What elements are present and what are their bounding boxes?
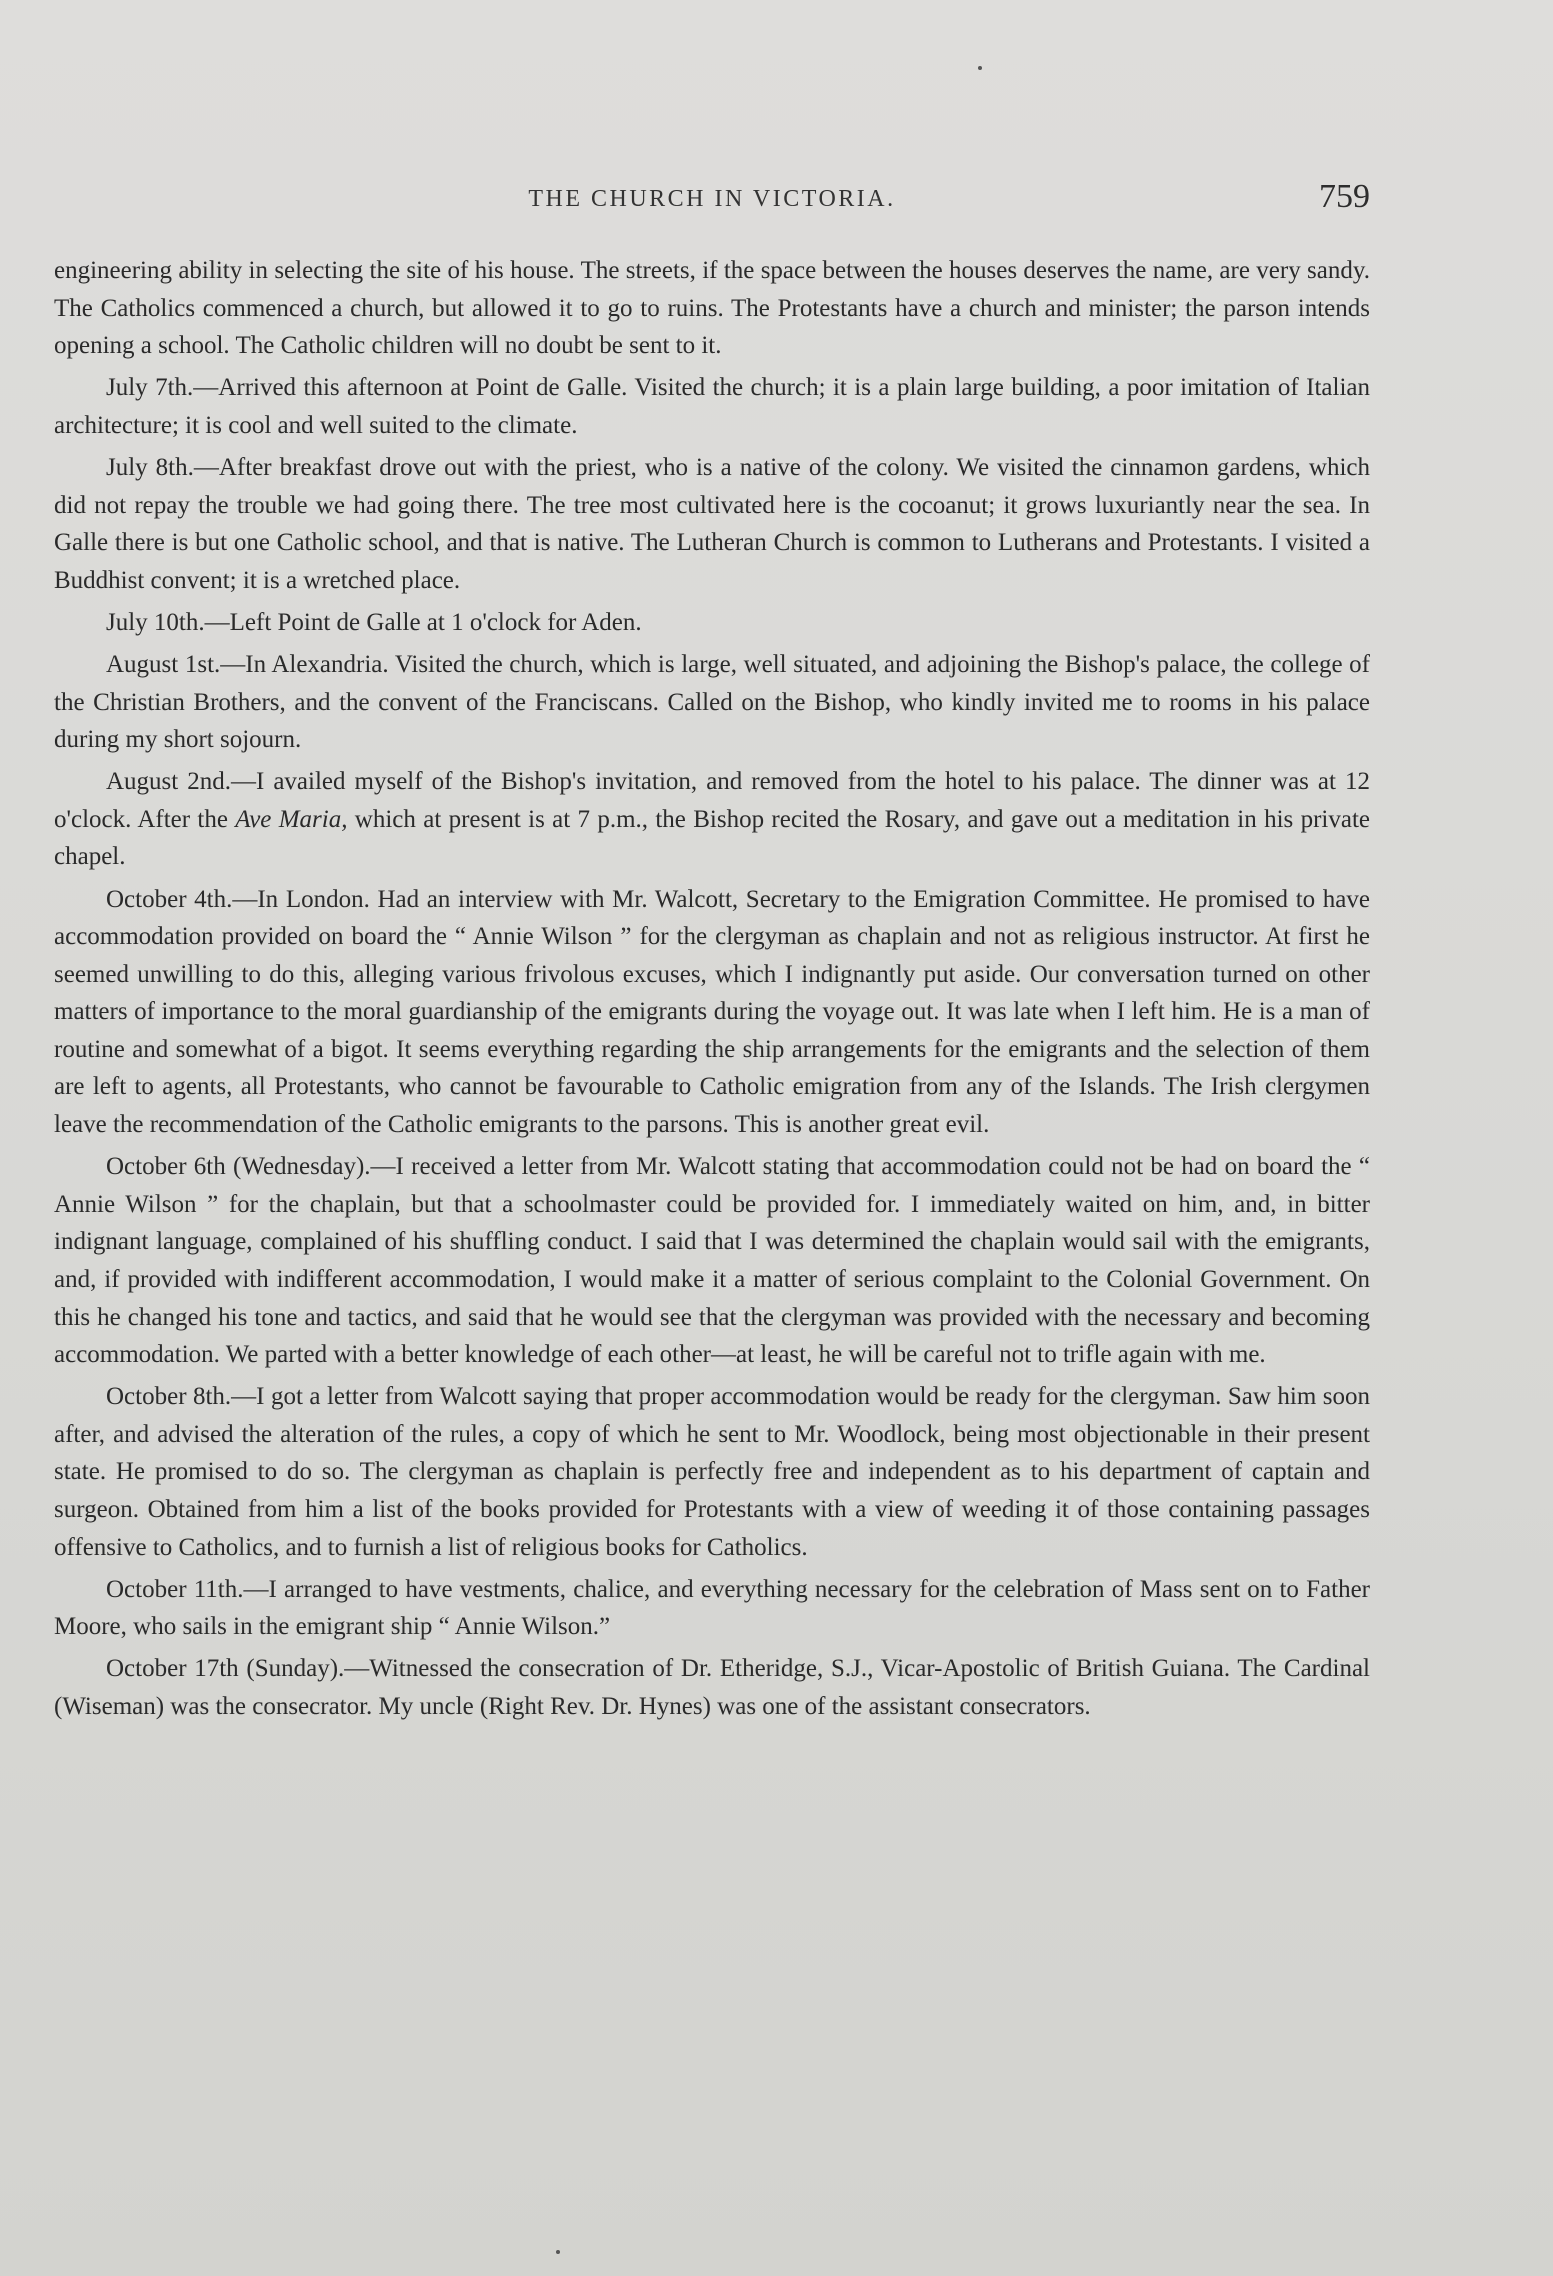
diary-entry-july-10: July 10th.—Left Point de Galle at 1 o'clock for Aden. xyxy=(106,608,642,636)
entry-text: which at present is at 7 p.m., the Bishop recited the Rosary, and gave out a meditation in his private chapel. xyxy=(54,805,1370,871)
running-title: THE CHURCH IN VICTORIA. xyxy=(528,186,896,212)
diary-entry-august-2 xyxy=(54,763,1370,876)
entry-italic-text: Ave Maria, xyxy=(235,805,348,833)
entry-text: August 2nd.—I availed myself of the Bishop's invitation, and removed from the hotel to his palace. The dinner was at 12 o'clock. After the xyxy=(54,768,1370,833)
diary-entry-october-6: October 6th (Wednesday).—I received a letter from Mr. Walcott stating that accommodation could not be had on board the “ Annie Wilson ” for the chaplain, but that a schoolmaster could be provided for. I immediately waited on him, and, in bitter indignant language, complained of his shuffling conduct. I said that I was determined the chaplain would sail with the emigrants, and, if provided with indifferent accommodation, I would make it a matter of serious complaint to the Colonial Government. On this he changed his tone and tactics, and said that he would see that the clergyman was provided with the necessary and becoming accommodation. We parted with a better knowledge of each other—at least, he will be careful not to trifle again with me. xyxy=(54,1153,1370,1369)
paragraph-continuation: engineering ability in selecting the site of his house. The streets, if the space between the houses deserves the name, are very sandy. The Catholics commenced a church, but allowed it to go to ruins. The Protestants have a church and minister; the parson intends opening a school. The Catholic children will no doubt be sent to it. xyxy=(54,257,1370,360)
paper-speck xyxy=(978,66,982,70)
running-head xyxy=(54,178,1370,226)
diary-entry-october-17: October 17th (Sunday).—Witnessed the consecration of Dr. Etheridge, S.J., Vicar-Apostolic of British Guiana. The Cardinal (Wiseman) was the consecrator. My uncle (Right Rev. Dr. Hynes) was one of the assistant consecrators. xyxy=(54,1655,1370,1720)
diary-entry-july-8: July 8th.—After breakfast drove out with the priest, who is a native of the colony. We visited the cinnamon gardens, which did not repay the trouble we had going there. The tree most cultivated here is the cocoanut; it grows luxuriantly near the sea. In Galle there is but one Catholic school, and that is native. The Lutheran Church is common to Lutherans and Protestants. I visited a Buddhist convent; it is a wretched place. xyxy=(54,453,1370,594)
diary-entry-october-11: October 11th.—I arranged to have vestments, chalice, and everything necessary for the celebration of Mass sent on to Father Moore, who sails in the emigrant ship “ Annie Wilson.” xyxy=(54,1575,1370,1641)
diary-entry-october-8: October 8th.—I got a letter from Walcott saying that proper accommodation would be ready for the clergyman. Saw him soon after, and advised the alteration of the rules, a copy of which he sent to Mr. Woodlock, being most objectionable in their present state. He promised to do so. The clergyman as chaplain is perfectly free and independent as to his department of captain and surgeon. Obtained from him a list of the books provided for Protestants with a view of weeding it of those containing passages offensive to Catholics, and to furnish a list of religious books for Catholics. xyxy=(54,1383,1370,1561)
page-number: 759 xyxy=(1319,178,1370,215)
diary-entry-august-1: August 1st.—In Alexandria. Visited the church, which is large, well situated, and adjoining the Bishop's palace, the college of the Christian Brothers, and the convent of the Franciscans. Called on the Bishop, who kindly invited me to rooms in his palace during my short sojourn. xyxy=(54,650,1370,754)
diary-entry-july-7: July 7th.—Arrived this afternoon at Point de Galle. Visited the church; it is a plain large building, a poor imitation of Italian architecture; it is cool and well suited to the climate. xyxy=(54,374,1370,439)
diary-entry-october-4: October 4th.—In London. Had an interview with Mr. Walcott, Secretary to the Emigration Committee. He promised to have accommodation provided on board the “ Annie Wilson ” for the clergyman as chaplain and not as religious instructor. At first he seemed unwilling to do this, alleging various frivolous excuses, which I indignantly put aside. Our conversation turned on other matters of importance to the moral guardianship of the emigrants during the voyage out. It was late when I left him. He is a man of routine and somewhat of a bigot. It seems everything regarding the ship arrangements for the emigrants and the selection of them are left to agents, all Protestants, who cannot be favourable to Catholic emigration from any of the Islands. The Irish clergymen leave the recommendation of the Catholic emigrants to the parsons. This is another great evil. xyxy=(54,885,1370,1139)
body-text xyxy=(54,252,1370,1730)
paper-speck xyxy=(556,2250,560,2254)
